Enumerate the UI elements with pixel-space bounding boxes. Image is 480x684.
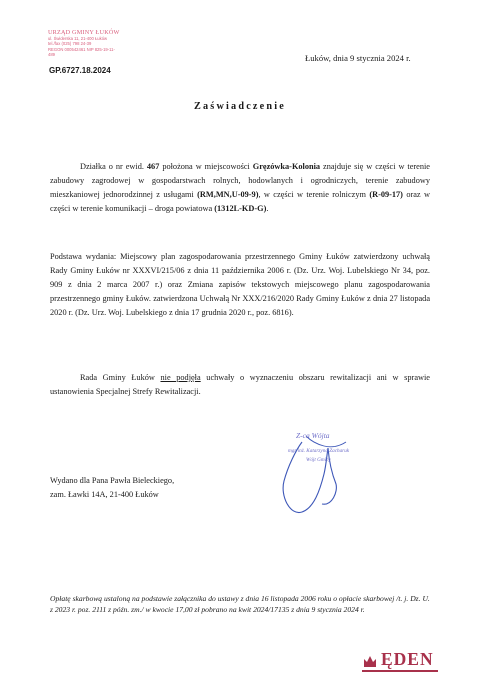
stamp-phone: tel./fax (025) 798 24-39 (48, 41, 92, 47)
place-date: Łuków, dnia 9 stycznia 2024 r. (305, 53, 411, 63)
text-segment: uchwały o wyznaczeniu obszaru rewitalizacji ani w sprawie ustanowienia Specjalnej Strefy Rewitalizacji. (50, 373, 430, 396)
text-segment: . (266, 204, 269, 213)
recipient-block (50, 474, 174, 502)
zone-code: (1312L-KD-G) (214, 204, 267, 213)
signature-scribble (266, 426, 376, 526)
paragraph-legal-basis: Podstawa wydania: Miejscowy plan zagospodarowania przestrzennego Gminy Łuków zatwierdzony uchwałą Rady Gminy Łuków nr XXXVI/215/06 z dnia 11 października 2006 r. (Dz. Urz. Woj. Lubelskiego Nr 34, poz. 909 z dnia 2 marca 2007 r.) oraz Zmiana zapisów tekstowych miejscowego planu zagospodarowania przestrzennego gminy Łuków. zatwierdzona Uchwałą Nr XXX/216/2020 Rady Gminy Łuków z dnia 27 listopada 2020 r. (Dz. Urz. Woj. Lubelskiego z dnia 17 grudnia 2020 r., poz. 6816). (50, 252, 430, 317)
eden-logo (362, 648, 438, 678)
underlined-text: nie podjęła (160, 373, 201, 382)
recipient-address: zam. Ławki 14A, 21-400 Łuków (50, 490, 159, 499)
text-segment: Rada Gminy Łuków (80, 373, 161, 382)
signature-block (266, 426, 376, 526)
paragraph-plot-description (50, 160, 430, 216)
text-segment: położona w miejscowości (159, 162, 253, 171)
logo-underline (362, 670, 438, 672)
zone-code: (RM,MN,U-09-9) (197, 190, 259, 199)
stamp-duty-note: Opłatę skarbową ustaloną na podstawie załącznika do ustawy z dnia 16 listopada 2006 roku o opłacie skarbowej /t. j. Dz. U. z 2023 r. poz. 2111 z późn. zm./ w kwocie 17,00 zł pobrano na kwit 2024/17135 z dnia 9 stycznia 2024 r. (50, 594, 430, 614)
document-title: Zaświadczenie (194, 101, 286, 112)
paragraph-revitalization (50, 371, 430, 399)
stamp-registry: REGON 000542461 NIP 825-19-11-489 (48, 46, 115, 58)
signature-role: Z-ca Wójta (296, 431, 330, 440)
logo-text: ĘDEN (381, 649, 434, 669)
text-segment: , w części w terenie rolniczym (258, 190, 370, 199)
plot-number: 467 (146, 162, 160, 171)
village-name: Gręzówka-Kolonia (252, 162, 321, 171)
stamp-address: ul. Świderska 11, 21-400 Łuków (48, 36, 108, 41)
office-stamp (48, 29, 120, 58)
stamp-title: URZĄD GMINY ŁUKÓW (48, 29, 120, 36)
zone-code: (R-09-17) (369, 190, 403, 199)
crown-icon (362, 652, 378, 669)
signature-name: mgr inż. Katarzyna Zacharuk (288, 448, 350, 454)
signature-office: Wójt Gminy (306, 457, 331, 463)
text-segment: znajduje się w części w terenie zabudowy zagrodowej w gospodarstwach rolnych, hodowlanych i ogrodniczych, terenie zabudowy mieszkaniowej jednorodzinnej z usługami (50, 162, 430, 199)
text-segment: Działka o nr ewid. (80, 162, 147, 171)
recipient-name: Wydano dla Pana Pawła Bieleckiego, (50, 476, 175, 485)
text-segment: oraz w części w terenie komunikacji – droga powiatowa (50, 190, 430, 213)
reference-number: GP.6727.18.2024 (49, 66, 111, 75)
